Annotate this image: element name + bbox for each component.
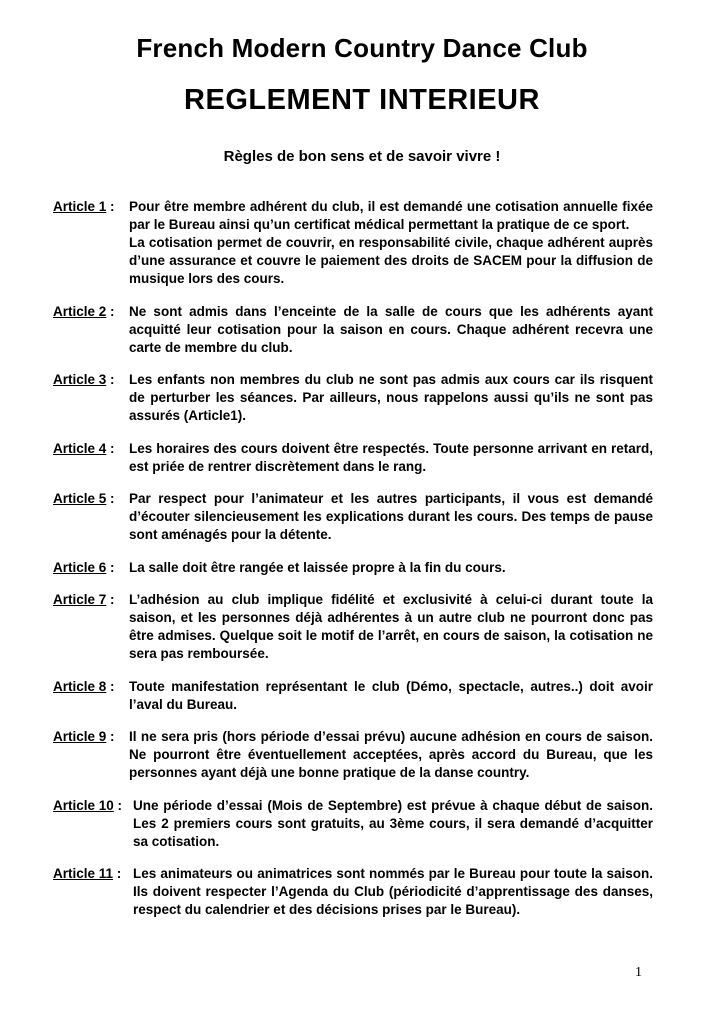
article-number: Article 3 (53, 372, 107, 387)
article-separator: : (106, 729, 115, 744)
article-label (53, 371, 115, 389)
article-number: Article 1 (53, 199, 107, 214)
articles-list (53, 198, 653, 934)
article-separator: : (106, 678, 115, 694)
article-label (53, 440, 115, 458)
article-number: Article 9 (53, 729, 107, 744)
article-text (129, 440, 653, 476)
page-number: 1 (635, 965, 642, 980)
article-text (129, 559, 653, 577)
article-paragraph: Toute manifestation représentant le club (Démo, spectacle, autres..) doit avoir l’aval du Bureau. (129, 678, 653, 712)
article-separator: : (106, 372, 115, 387)
article-number: Article 6 (53, 559, 107, 575)
article-separator: : (113, 797, 123, 813)
article-10 (53, 797, 653, 851)
article-separator: : (106, 592, 115, 607)
article-label (53, 678, 115, 696)
article-paragraph: La salle doit être rangée et laissée propre à la fin du cours. (129, 559, 506, 575)
article-text (133, 865, 653, 919)
article-5 (53, 490, 653, 544)
article-label (53, 728, 115, 746)
article-paragraph: Les horaires des cours doivent être respectés. Toute personne arrivant en retard, est priée de rentrer discrètement dans le rang. (129, 440, 653, 474)
article-number: Article 7 (53, 592, 107, 607)
article-number: Article 5 (53, 491, 107, 506)
article-2 (53, 303, 653, 357)
article-paragraph: L’adhésion au club implique fidélité et exclusivité à celui-ci durant toute la saison, et les personnes déjà adhérentes à un autre club ne pourront donc pas être admises. Quelque soit le motif de l’arrêt, en cours de saison, la cotisation ne sera pas remboursée. (129, 592, 653, 661)
article-number: Article 4 (53, 440, 107, 456)
article-label (53, 797, 122, 815)
article-1 (53, 198, 653, 288)
article-11 (53, 865, 653, 919)
article-paragraph: Les enfants non membres du club ne sont pas admis aux cours car ils risquent de perturber les séances. Par ailleurs, nous rappelons aussi qu’ils ne sont pas assurés (Article1). (129, 372, 653, 423)
article-6 (53, 559, 653, 577)
article-number: Article 2 (53, 303, 107, 319)
article-7 (53, 591, 653, 663)
club-name: French Modern Country Dance Club (136, 33, 588, 63)
article-paragraph: La cotisation permet de couvrir, en responsabilité civile, chaque adhérent auprès d’une assurance et couvre le paiement des droits de SACEM pour la diffusion de musique lors des cours. (129, 235, 653, 286)
article-paragraph: Les animateurs ou animatrices sont nommés par le Bureau pour toute la saison. Ils doivent respecter l’Agenda du Club (périodicité d’apprentissage des danses, respect du calendrier et des décisions prises par le Bureau). (133, 866, 653, 917)
article-text (129, 303, 653, 357)
article-paragraph: Pour être membre adhérent du club, il est demandé une cotisation annuelle fixée par le Bureau ainsi qu’un certificat médical permettant la pratique de ce sport. (129, 199, 653, 232)
article-text (133, 797, 653, 851)
article-label (53, 865, 121, 883)
article-number: Article 11 (53, 866, 114, 881)
article-separator: : (113, 866, 122, 881)
article-label (53, 303, 115, 321)
article-separator: : (106, 491, 115, 506)
article-paragraph: Il ne sera pris (hors période d’essai prévu) aucune adhésion en cours de saison. Ne pourront être éventuellement acceptées, après accord du Bureau, que les personnes ayant déjà une bonne pratique de la danse country. (129, 729, 653, 780)
article-text (129, 728, 653, 782)
article-4 (53, 440, 653, 476)
article-paragraph: Ne sont admis dans l’enceinte de la salle de cours que les adhérents ayant acquitté leur cotisation pour la saison en cours. Chaque adhérent recevra une carte de membre du club. (129, 303, 653, 355)
article-label (53, 559, 115, 577)
article-text (129, 490, 653, 544)
article-separator: : (106, 559, 115, 575)
article-text (129, 678, 653, 714)
article-number: Article 10 (53, 797, 114, 813)
article-9 (53, 728, 653, 782)
document-title: REGLEMENT INTERIEUR (184, 84, 540, 116)
article-number: Article 8 (53, 678, 107, 694)
article-label (53, 490, 115, 508)
article-text (129, 198, 653, 288)
article-label (53, 591, 115, 609)
article-paragraph: Une période d’essai (Mois de Septembre) est prévue à chaque début de saison. Les 2 premiers cours sont gratuits, au 3ème cours, il sera demandé d’acquitter sa cotisation. (133, 797, 653, 849)
article-paragraph: Par respect pour l’animateur et les autres participants, il vous est demandé d’écouter silencieusement les explications durant les cours. Des temps de pause sont aménagés pour la détente. (129, 491, 653, 542)
document-subtitle: Règles de bon sens et de savoir vivre ! (223, 148, 501, 165)
article-text (129, 371, 653, 425)
article-separator: : (106, 199, 115, 214)
article-separator: : (106, 440, 115, 456)
article-text (129, 591, 653, 663)
article-8 (53, 678, 653, 714)
article-separator: : (106, 303, 115, 319)
article-3 (53, 371, 653, 425)
article-label (53, 198, 115, 216)
